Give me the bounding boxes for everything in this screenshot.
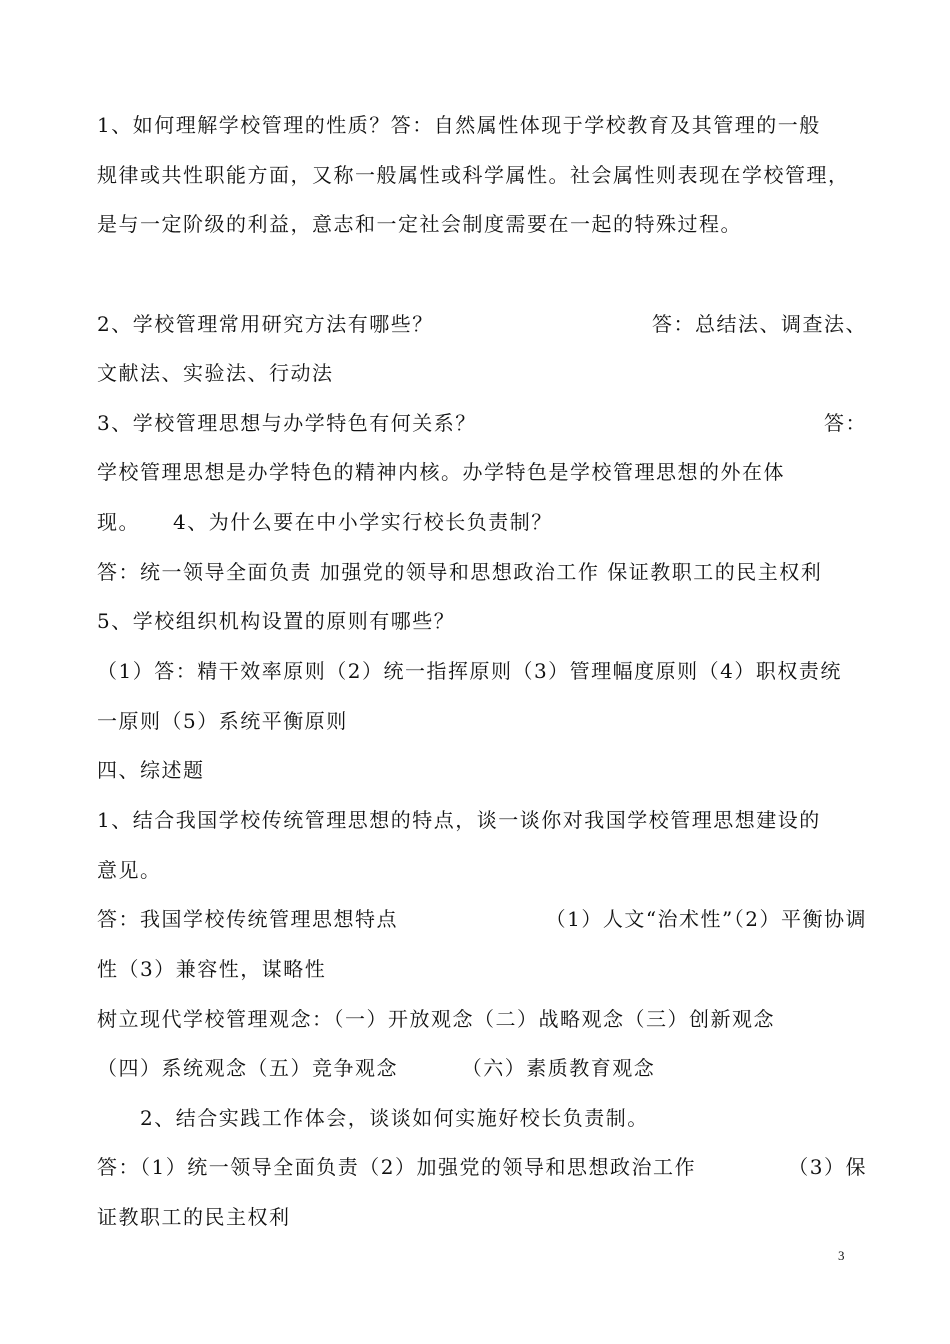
text-line (97, 209, 867, 239)
text-line (97, 408, 867, 438)
text-line (97, 457, 867, 487)
text-line (97, 954, 867, 984)
page-number: 3 (838, 1248, 845, 1263)
text-line-content: 1、结合我国学校传统管理思想的特点，谈一谈你对我国学校管理思想建设的 (97, 808, 821, 832)
text-line-content: 答：统一领导全面负责 加强党的领导和思想政治工作 保证教职工的民主权利 (97, 560, 823, 584)
text-line (97, 855, 867, 885)
text-line (97, 606, 867, 636)
question-text: 3、学校管理思想与办学特色有何关系？ (97, 411, 477, 435)
text-line-content: 一原则（5）系统平衡原则 (97, 709, 348, 733)
text-line-content: 现。 4、为什么要在中小学实行校长负责制？ (97, 510, 553, 534)
text-line (97, 557, 867, 587)
text-line-right: （六）素质教育观念 (461, 1056, 656, 1080)
text-line (97, 656, 867, 686)
text-line (97, 1004, 867, 1034)
text-line-right: （1）人文“治术性”（2）平衡协调 (545, 907, 867, 931)
text-line-left: 答：（1）统一领导全面负责（2）加强党的领导和思想政治工作 (97, 1155, 696, 1179)
answer-label: 答： (824, 411, 867, 435)
text-line-content: 文献法、实验法、行动法 (97, 361, 334, 385)
text-line (97, 507, 867, 537)
text-line-content: 意见。 (97, 858, 162, 882)
text-line (97, 358, 867, 388)
text-line-content: 证教职工的民主权利 (97, 1205, 291, 1229)
text-line-content: 树立现代学校管理观念：（一）开放观念（二）战略观念（三）创新观念 (97, 1007, 775, 1031)
text-line (97, 1053, 867, 1083)
text-line (97, 1202, 867, 1232)
text-line-content: 性（3）兼容性，谋略性 (97, 957, 327, 981)
text-line-right: （3）保 (788, 1155, 867, 1179)
text-line-content: 是与一定阶级的利益，意志和一定社会制度需要在一起的特殊过程。 (97, 212, 742, 236)
answer-text: 答：总结法、调查法、 (652, 312, 867, 336)
section-heading-text: 四、综述题 (97, 758, 205, 782)
text-line (97, 1152, 867, 1182)
text-line (97, 706, 867, 736)
text-line (97, 904, 867, 934)
section-heading (97, 755, 867, 785)
text-line (97, 110, 867, 140)
text-line (97, 160, 867, 190)
text-line-content: 2、结合实践工作体会，谈谈如何实施好校长负责制。 (140, 1106, 649, 1130)
text-line (140, 1103, 867, 1133)
text-line-content: 5、学校组织机构设置的原则有哪些？ (97, 609, 456, 633)
text-line (97, 805, 867, 835)
text-line-left: （四）系统观念（五）竞争观念 (97, 1056, 398, 1080)
text-line-left: 答：我国学校传统管理思想特点 (97, 907, 398, 931)
text-line (97, 309, 867, 339)
text-line-content: （1）答：精干效率原则（2）统一指挥原则（3）管理幅度原则（4）职权责统 (97, 659, 842, 683)
text-line-content: 1、如何理解学校管理的性质？答：自然属性体现于学校教育及其管理的一般 (97, 113, 821, 137)
text-line-content: 学校管理思想是办学特色的精神内核。办学特色是学校管理思想的外在体 (97, 460, 785, 484)
question-text: 2、学校管理常用研究方法有哪些？ (97, 312, 434, 336)
text-line-content: 规律或共性职能方面，又称一般属性或科学属性。社会属性则表现在学校管理， (97, 163, 850, 187)
